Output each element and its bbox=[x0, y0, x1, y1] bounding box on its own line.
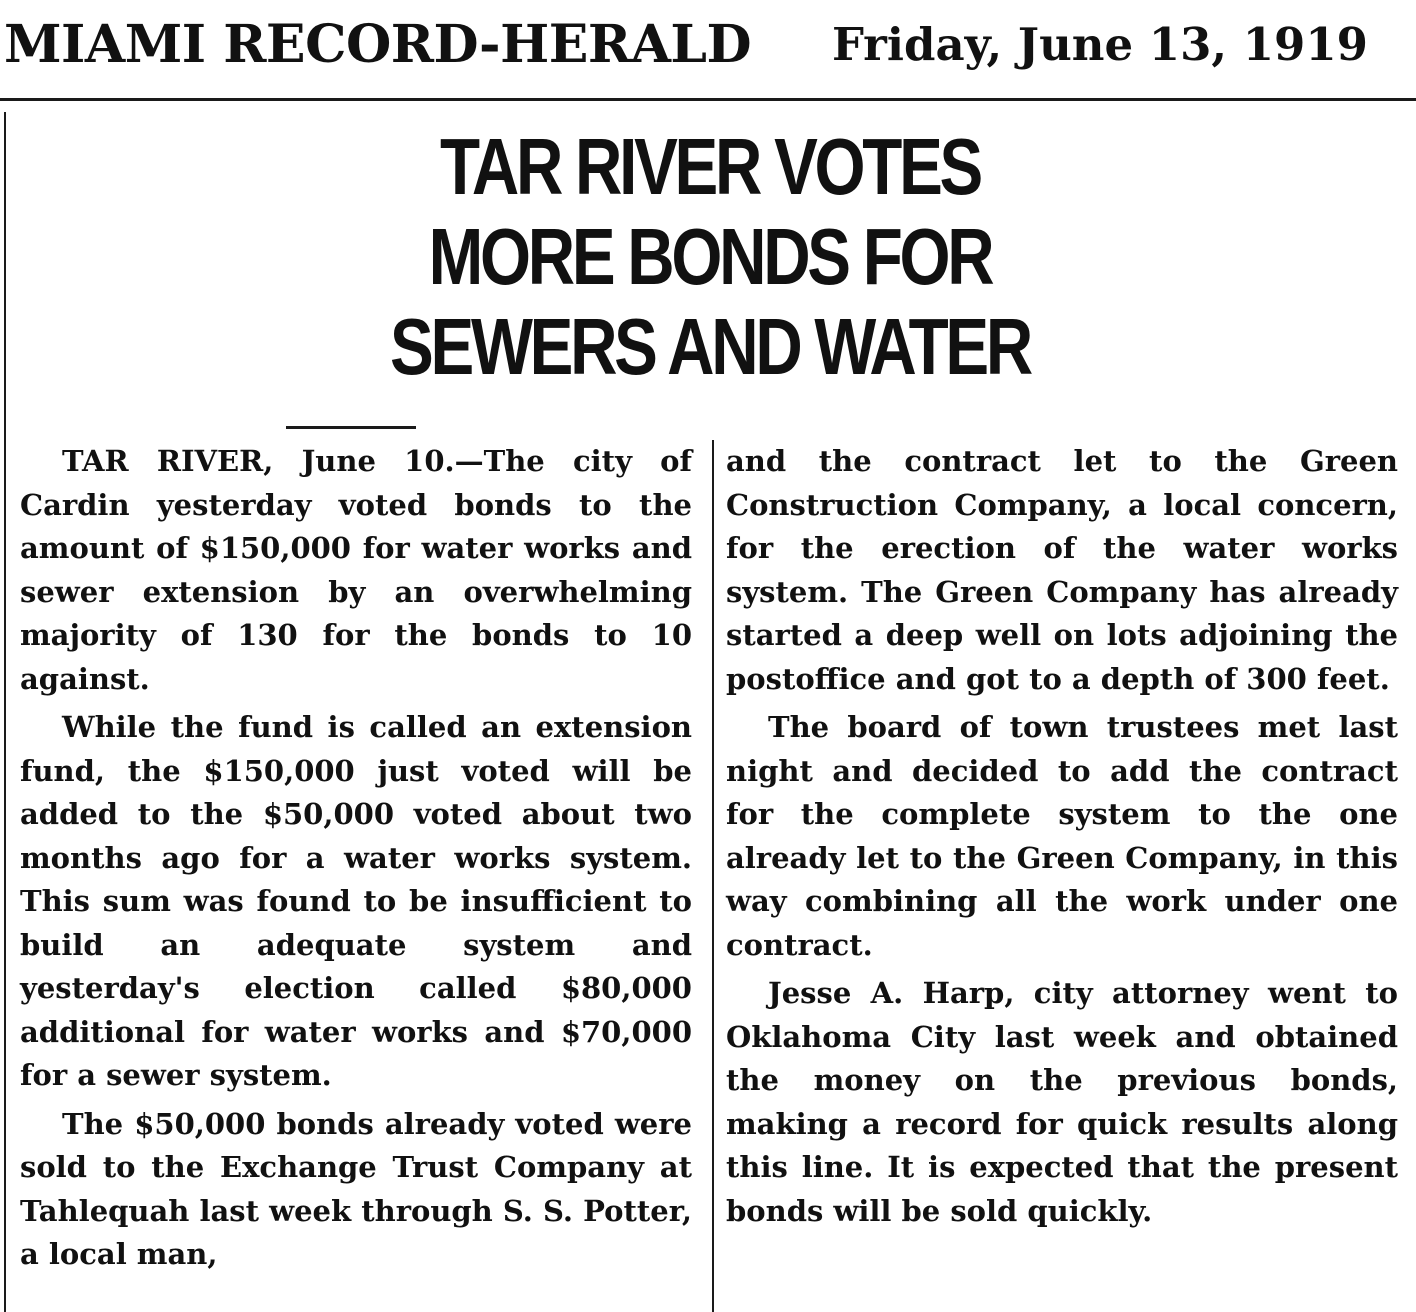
paragraph-left-2: While the fund is called an extension fund, the $150,000 just voted will be added to the $50,000 voted about two months ago for a water works system. This sum was found to be insufficient to build an adequate system and yesterday's election called $80,000 additional for water works and $70,000 for a sewer system. bbox=[20, 710, 692, 1092]
article-headline bbox=[292, 122, 1128, 392]
paragraph-right-1: and the contract let to the Green Construction Company, a local concern, for the erection of the water works system. The Green Company has already started a deep well on lots adjoining the postoffice and got to a depth of 300 feet. bbox=[726, 444, 1398, 696]
paragraph-left-1: TAR RIVER, June 10.—The city of Cardin yesterday voted bonds to the amount of $150,000 for water works and sewer extension by an overwhelming majority of 130 for the bonds to 10 against. bbox=[20, 444, 692, 696]
issue-date: Friday, June 13, 1919 bbox=[832, 18, 1368, 71]
article-column-left bbox=[20, 440, 692, 1282]
headline-line-1: TAR RIVER VOTES bbox=[439, 122, 981, 211]
masthead bbox=[0, 0, 1416, 98]
article-column-right bbox=[726, 440, 1398, 1238]
masthead-rule bbox=[0, 98, 1416, 101]
left-border-rule bbox=[4, 112, 6, 1312]
headline-line-3: SEWERS AND WATER bbox=[390, 302, 1030, 391]
paragraph-left-3: The $50,000 bonds already voted were sold to the Exchange Trust Company at Tahlequah last week through S. S. Potter, a local man, bbox=[20, 1106, 692, 1271]
column-divider bbox=[712, 440, 714, 1312]
paragraph-right-3: Jesse A. Harp, city attorney went to Oklahoma City last week and obtained the money on the previous bonds, making a record for quick results along this line. It is expected that the present bonds will be sold quickly. bbox=[726, 976, 1398, 1228]
headline-divider bbox=[286, 426, 416, 429]
paragraph-right-2: The board of town trustees met last night and decided to add the contract for the complete system to the one already let to the Green Company, in this way combining all the work under one contract. bbox=[726, 710, 1398, 962]
newspaper-name: MIAMI RECORD-HERALD bbox=[4, 14, 752, 75]
headline-line-2: MORE BONDS FOR bbox=[428, 212, 992, 301]
